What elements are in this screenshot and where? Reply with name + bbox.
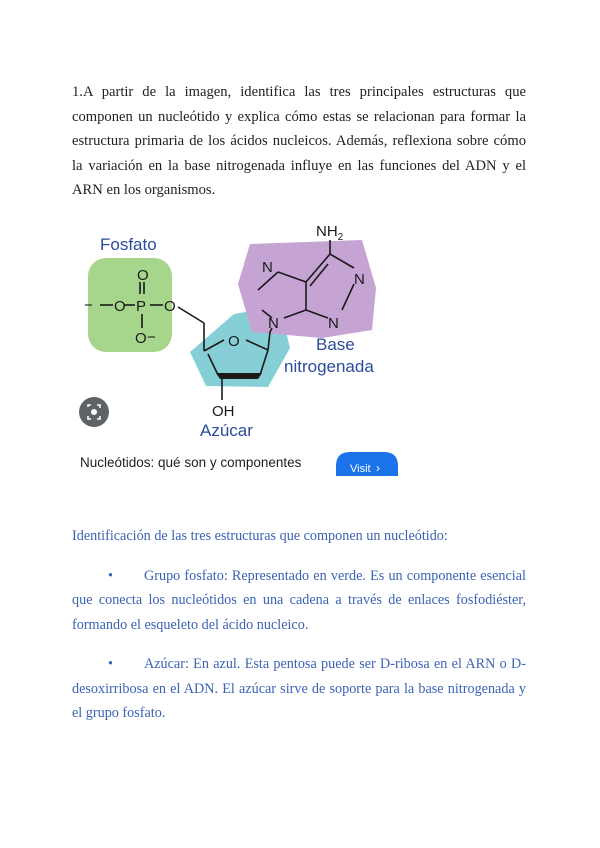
bullet-icon: •	[108, 567, 113, 584]
nucleotide-diagram	[72, 214, 412, 476]
charge-bottom: −	[147, 329, 156, 346]
label-nitrogenada: nitrogenada	[284, 357, 374, 376]
question-paragraph	[72, 80, 526, 203]
visit-chevron-icon: ›	[376, 461, 380, 475]
atom-n9: N	[268, 315, 279, 332]
list-item-text: Azúcar: En azul. Esta pentosa puede ser D-ribosa en el ARN o D-desoxirribosa en el ADN. El azúcar sirve de soporte para la base nitrogenada y el grupo fosfato.	[72, 656, 526, 721]
atom-o-top: O	[137, 267, 149, 284]
atom-oh: OH	[212, 403, 235, 420]
atom-n3: N	[328, 315, 339, 332]
charge-left: −	[84, 297, 93, 314]
atom-p: P	[136, 298, 147, 315]
answer-heading: Identificación de las tres estructuras que componen un nucleótido:	[72, 528, 448, 544]
list-item-text: Grupo fosfato: Representado en verde. Es un componente esencial que conecta los nucleótidos en una cadena a través de enlaces fosfodiéster, formando el esqueleto del ácido nucleico.	[72, 567, 526, 633]
visit-button[interactable]	[336, 452, 398, 476]
visit-label: Visit	[350, 463, 371, 475]
atom-n1: N	[354, 271, 365, 288]
atom-nh2: $NH_2$	[316, 223, 344, 243]
label-fosfato: Fosfato	[100, 235, 157, 254]
bullet-icon: •	[108, 656, 113, 672]
list-item-fosfato	[72, 564, 526, 638]
list-item-azucar	[72, 652, 526, 726]
atom-n7: N	[262, 259, 273, 276]
image-caption: Nucleótidos: qué son y componentes	[80, 455, 302, 470]
atom-o-right: O	[164, 298, 176, 315]
nucleotide-figure	[72, 214, 412, 476]
atom-o-bottom: O	[135, 330, 147, 347]
label-base: Base	[316, 335, 355, 354]
lens-icon[interactable]	[79, 397, 109, 427]
sugar-bold-edge	[216, 373, 262, 379]
question-text: 1.A partir de la imagen, identifica las tres principales estructuras que componen un nucleótido y explica cómo estas se relacionan para formar la estructura primaria de los ácidos nucleicos. Además, reflexiona sobre cómo la variación en la base nitrogenada influye en las funciones del ADN y el ARN en los organismos.	[72, 84, 526, 198]
label-azucar: Azúcar	[200, 421, 253, 440]
atom-o-left: O	[114, 298, 126, 315]
atom-o-ring: O	[228, 333, 240, 350]
answer-section	[72, 524, 526, 741]
